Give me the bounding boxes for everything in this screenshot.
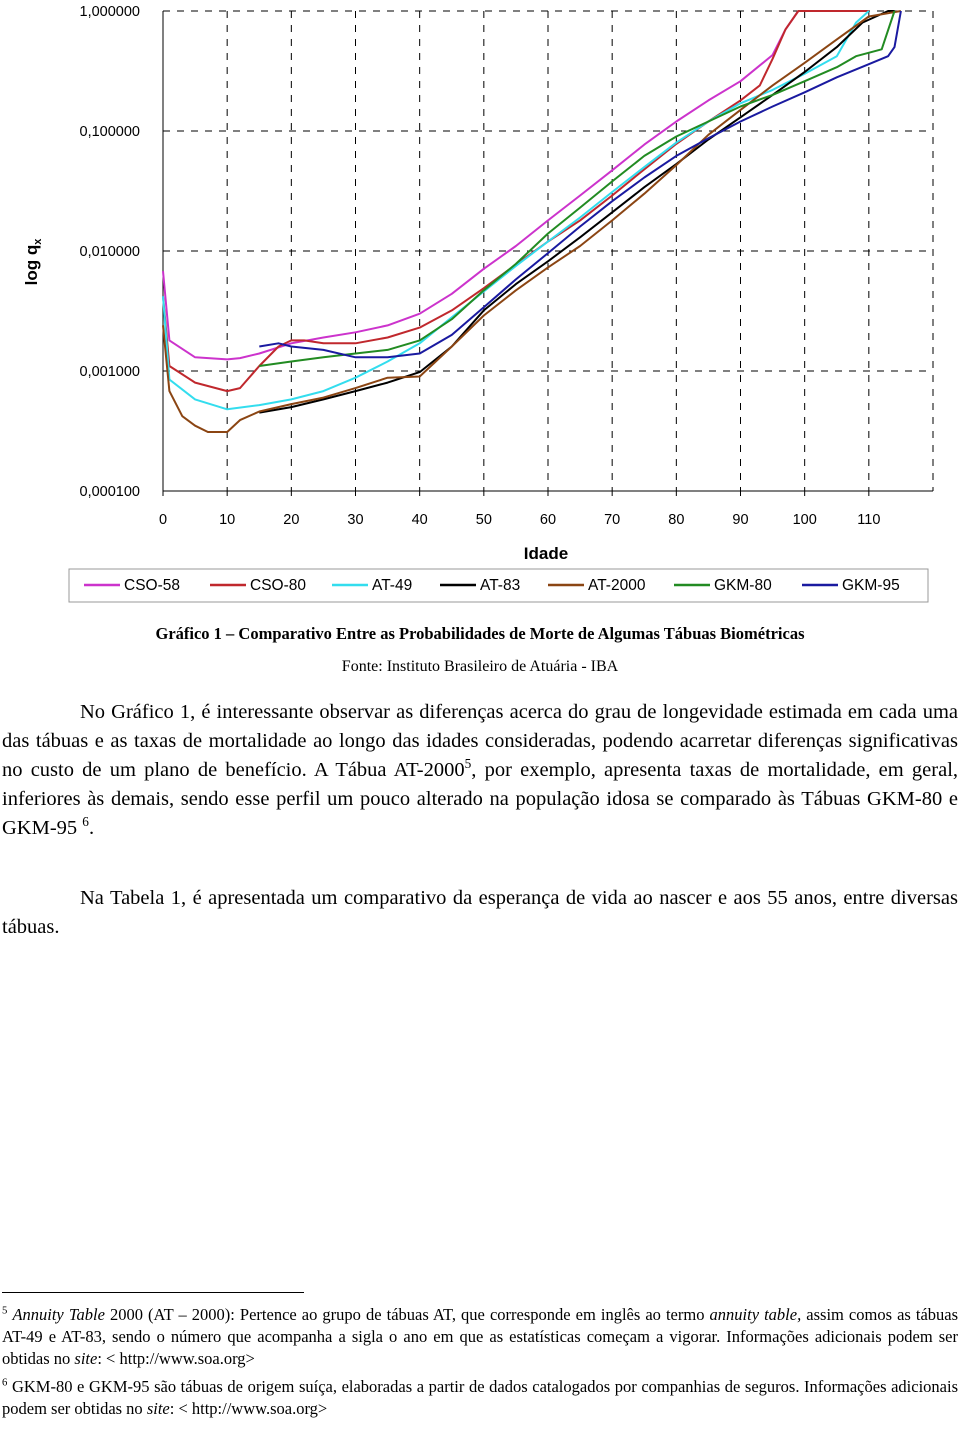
y-tick-label: 1,000000	[79, 4, 140, 20]
footnote-6-site: site	[146, 1399, 170, 1418]
paragraph-1-part-c: .	[88, 817, 95, 839]
x-tick-label: 40	[411, 512, 428, 528]
y-tick-label: 0,100000	[79, 124, 140, 140]
x-tick-label: 80	[668, 512, 685, 528]
paragraph-1-part-b: , por exemplo, apresenta taxas de mortalidade, em geral, inferiores às demais, sendo esse perfil um pouco alterado na população idosa se comparado às Tábuas GKM-80 e GKM-95	[2, 759, 959, 839]
x-axis-title: Idade	[523, 544, 569, 563]
y-tick-label: 0,000100	[79, 484, 140, 500]
series-line-cso-80	[163, 11, 869, 391]
legend-label-gkm-80: GKM-80	[714, 577, 772, 594]
legend-label-cso-80: CSO-80	[250, 577, 306, 594]
footnote-5-text-1: 2000 (AT – 2000): Pertence ao grupo de tábuas AT, que corresponde em inglês ao termo	[104, 1305, 710, 1324]
y-axis-title-sub: x	[32, 238, 44, 245]
x-tick-label: 90	[732, 512, 749, 528]
footnote-5-number: 5	[2, 1304, 8, 1317]
y-axis-title-main: log q	[22, 244, 41, 286]
series-line-cso-58	[163, 11, 798, 359]
footnote-6-number: 6	[2, 1376, 8, 1389]
x-tick-label: 0	[158, 512, 168, 528]
paragraph-2: Na Tabela 1, é apresentada um comparativo da esperança de vida ao nascer e aos 55 anos, entre diversas tábuas.	[2, 887, 958, 938]
footnote-ref-5: 5	[464, 756, 472, 772]
chart-svg	[0, 0, 960, 610]
paragraph-1-part-a: No Gráfico 1, é interessante observar as diferenças acerca do grau de longevidade estimada em cada uma das tábuas e as taxas de mortalidade ao longo das idades consideradas, podendo acarretar diferenças significativas no custo de um plano de benefício. A Tábua AT-2000	[2, 701, 958, 781]
series-line-at-2000	[163, 11, 901, 432]
footnote-5-term-2: annuity table,	[709, 1305, 802, 1324]
legend-label-at-83: AT-83	[480, 577, 521, 594]
x-tick-label: 70	[604, 512, 621, 528]
legend-label-gkm-95: GKM-95	[842, 577, 900, 594]
legend-label-at-2000: AT-2000	[588, 577, 646, 594]
x-tick-label: 30	[347, 512, 364, 528]
x-tick-label: 50	[475, 512, 492, 528]
footnote-6	[2, 1376, 958, 1420]
footnote-5-text-2: assim comos as tábuas AT-49 e AT-83, sendo o número que acompanha a sigla o ano em que as estatísticas começam a vigorar. Informações adicionais podem ser obtidas no	[2, 1305, 959, 1368]
footnote-5-url: : < http://www.soa.org>	[97, 1349, 255, 1368]
x-tick-label: 10	[219, 512, 236, 528]
figure-source: Fonte: Instituto Brasileiro de Atuária - IBA	[341, 658, 619, 675]
footnote-ref-6: 6	[82, 814, 89, 830]
footnote-5	[2, 1304, 958, 1370]
legend-label-at-49: AT-49	[372, 577, 413, 594]
mortality-chart	[0, 0, 960, 610]
figure-caption: Gráfico 1 – Comparativo Entre as Probabilidades de Morte de Algumas Tábuas Biométricas	[155, 624, 805, 643]
footnote-6-text: GKM-80 e GKM-95 são tábuas de origem suíça, elaboradas a partir de dados catalogados por companhias de seguros. Informações adicionais podem ser obtidas no	[2, 1377, 958, 1418]
paragraph-1	[2, 698, 958, 843]
y-tick-label: 0,010000	[79, 244, 140, 260]
footnote-5-term: Annuity Table	[12, 1305, 105, 1324]
footnote-6-url: : < http://www.soa.org>	[169, 1399, 328, 1418]
x-tick-label: 110	[857, 512, 881, 528]
x-tick-label: 60	[539, 512, 557, 528]
x-tick-label: 20	[283, 512, 300, 528]
y-axis-title	[22, 238, 44, 286]
x-tick-label: 100	[792, 512, 817, 528]
series-line-at-83	[259, 11, 894, 413]
footnote-5-site: site	[74, 1349, 98, 1368]
legend-label-cso-58: CSO-58	[124, 577, 180, 594]
series-line-gkm-80	[259, 11, 894, 366]
footnote-divider	[2, 1292, 304, 1293]
y-tick-label: 0,001000	[79, 364, 140, 380]
